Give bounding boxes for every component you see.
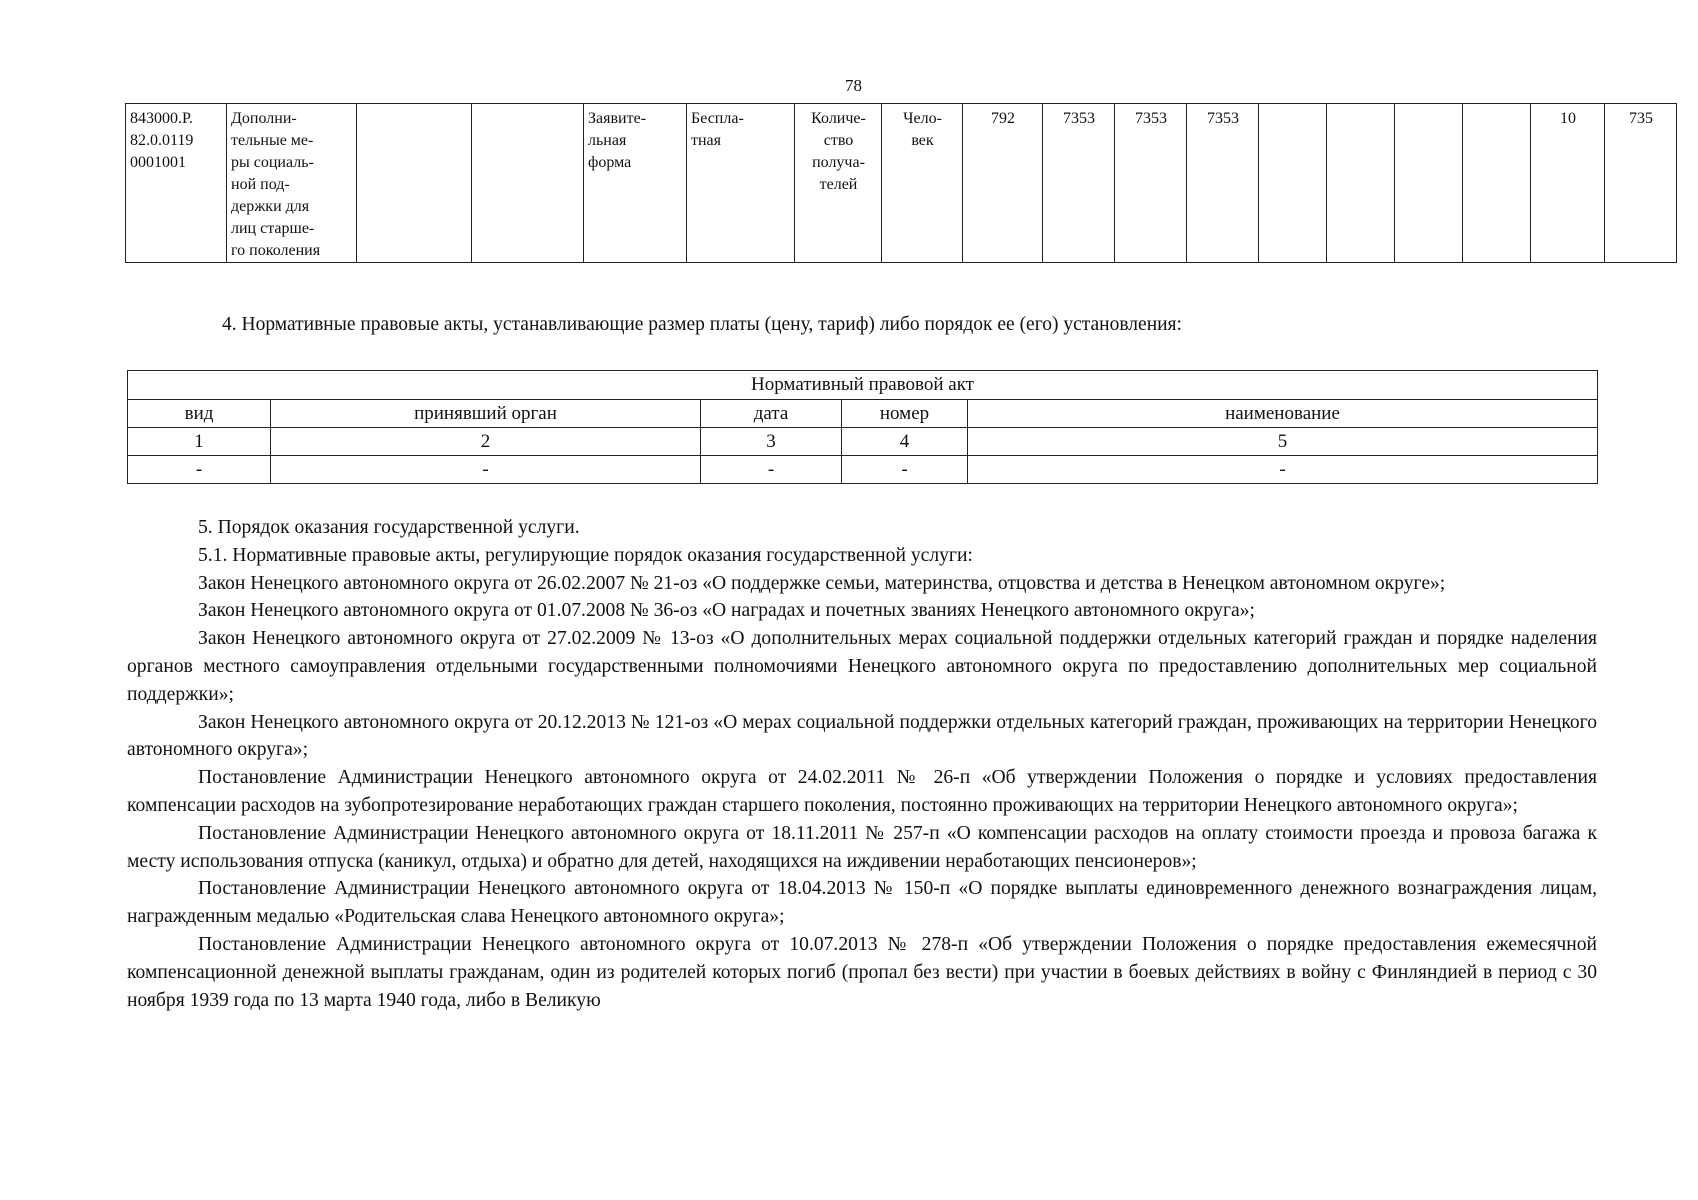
cell-deviation: 735 (1605, 104, 1677, 263)
legal-act-paragraph: Закон Ненецкого автономного округа от 20.12.2013 № 121-оз «О мерах социальной поддержки отдельных категорий граждан, проживающих на территории Ненецкого автономного округа»; (127, 711, 1597, 761)
column-header: номер (842, 400, 968, 428)
cell-indicator: Количе- ство получа- телей (795, 104, 882, 263)
cell-form: Заявите- льная форма (584, 104, 687, 263)
table-row (128, 400, 1598, 428)
cell-payment: Беспла- тная (687, 104, 795, 263)
column-header: вид (128, 400, 271, 428)
legal-act-paragraph: Закон Ненецкого автономного округа от 26.02.2007 № 21-оз «О поддержке семьи, материнства, отцовства и детства в Ненецком автономном округе»; (198, 572, 1446, 594)
services-table (125, 103, 1677, 263)
cell-registry-code: 843000.Р. 82.0.0119 0001001 (126, 104, 227, 263)
cell-empty (1463, 104, 1531, 263)
cell-okei: 792 (963, 104, 1043, 263)
column-number: 5 (968, 428, 1598, 456)
legal-act-paragraph: Постановление Администрации Ненецкого автономного округа от 18.11.2011 № 257-п «О компенсации расходов на оплату стоимости проезда и провоза багажа к месту использования отпуска (каникул, отдыха) и обратно для детей, находящихся на иждивении неработающих пенсионеров»; (127, 822, 1597, 872)
section-5-body (127, 514, 1597, 1014)
cell-value: - (842, 456, 968, 484)
column-header: принявший орган (271, 400, 701, 428)
section-5-1-heading: 5.1. Нормативные правовые акты, регулирующие порядок оказания государственной услуги: (198, 544, 973, 566)
column-number: 2 (271, 428, 701, 456)
cell-value: - (128, 456, 271, 484)
cell-value: 7353 (1043, 104, 1115, 263)
legal-act-paragraph: Закон Ненецкого автономного округа от 01.07.2008 № 36-оз «О наградах и почетных званиях Ненецкого автономного округа»; (198, 600, 1255, 622)
cell-unit: Чело- век (882, 104, 963, 263)
cell-value: - (968, 456, 1598, 484)
table-row (128, 456, 1598, 484)
table-row (128, 428, 1598, 456)
cell-percent: 10 (1531, 104, 1605, 263)
legal-act-paragraph: Закон Ненецкого автономного округа от 27.02.2009 № 13-оз «О дополнительных мерах социальной поддержки отдельных категорий граждан и порядке наделения органов местного самоуправления отдельными государственными полномочиями Ненецкого автономного округа по предоставлению дополнительных мер социальной поддержки»; (127, 628, 1597, 705)
column-number: 4 (842, 428, 968, 456)
normative-acts-table (127, 370, 1598, 484)
page-number: 78 (845, 76, 862, 95)
section-4-heading: 4. Нормативные правовые акты, устанавливающие размер платы (цену, тариф) либо порядок ее (его) установления: (222, 314, 1182, 335)
legal-act-paragraph: Постановление Администрации Ненецкого автономного округа от 10.07.2013 № 278-п «Об утверждении Положения о порядке предоставления ежемесячной компенсационной денежной выплаты гражданам, один из родителей которых погиб (пропал без вести) при участии в боевых действиях в войну с Финляндией в период с 30 ноября 1939 года по 13 марта 1940 года, либо в Великую (127, 933, 1597, 1011)
column-header: наименование (968, 400, 1598, 428)
legal-act-paragraph: Постановление Администрации Ненецкого автономного округа от 24.02.2011 № 26-п «Об утверждении Положения о порядке и условиях предоставления компенсации расходов на зубопротезирование неработающих граждан старшего поколения, постоянно проживающих на территории Ненецкого автономного округа»; (127, 767, 1597, 816)
acts-table-title: Нормативный правовой акт (128, 371, 1598, 400)
section-5-heading: 5. Порядок оказания государственной услуги. (198, 517, 580, 538)
cell-value: 7353 (1187, 104, 1259, 263)
cell-value: - (271, 456, 701, 484)
column-header: дата (701, 400, 842, 428)
table-row (128, 371, 1598, 400)
legal-act-paragraph: Постановление Администрации Ненецкого автономного округа от 18.04.2013 № 150-п «О порядке выплаты единовременного денежного вознаграждения лицам, награжденным медалью «Родительская слава Ненецкого автономного округа»; (127, 878, 1597, 928)
column-number: 1 (128, 428, 271, 456)
column-number: 3 (701, 428, 842, 456)
cell-service-name: Дополни- тельные ме- ры социаль- ной под- держки для лиц старше- го поколения (227, 104, 357, 263)
cell-value: - (701, 456, 842, 484)
table-row (126, 104, 1677, 263)
cell-empty (357, 104, 472, 263)
cell-empty (1259, 104, 1327, 263)
cell-value: 7353 (1115, 104, 1187, 263)
cell-empty (472, 104, 584, 263)
cell-empty (1395, 104, 1463, 263)
cell-empty (1327, 104, 1395, 263)
